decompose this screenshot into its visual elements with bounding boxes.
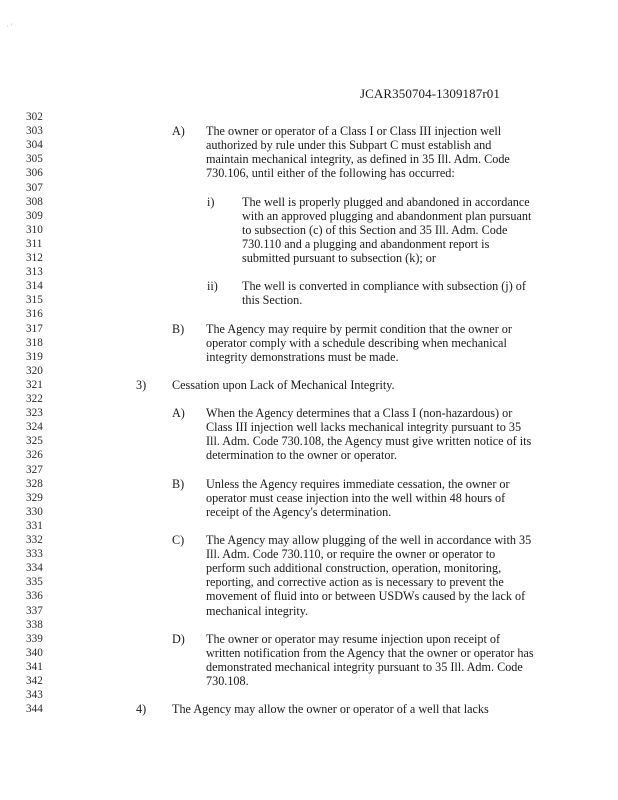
line-number: 331 <box>26 519 43 532</box>
line-number: 344 <box>26 703 43 716</box>
section-4-text: The Agency may allow the owner or operator of a well that lacks <box>172 702 489 717</box>
line-number: 318 <box>26 336 43 349</box>
subsection-a1-text-line: maintain mechanical integrity, as defined in 35 Ill. Adm. Code <box>206 152 510 167</box>
subsection-a1-text-line: authorized by rule under this Subpart C must establish and <box>206 138 492 153</box>
subsection-b2-label: B) <box>172 476 185 491</box>
subsection-a1-label: A) <box>172 124 185 139</box>
subsection-i-text-line: The well is properly plugged and abandoned in accordance <box>242 194 530 209</box>
subsection-a2-text-line: Ill. Adm. Code 730.108, the Agency must give written notice of its <box>206 434 532 449</box>
line-number: 336 <box>26 590 43 603</box>
subsection-b2-text-line: operator must cease injection into the well within 48 hours of <box>206 490 506 505</box>
subsection-i-text-line: submitted pursuant to subsection (k); or <box>242 251 436 265</box>
subsection-a1-text-line: The owner or operator of a Class I or Class III injection well <box>206 124 502 139</box>
scan-artifact: · ′ <box>6 22 13 31</box>
line-number: 321 <box>26 378 43 391</box>
line-number: 304 <box>26 139 43 152</box>
subsection-c2-text-line: perform such additional construction, operation, monitoring, <box>206 561 502 576</box>
line-number: 337 <box>26 604 43 617</box>
line-number: 312 <box>26 252 43 264</box>
line-number: 317 <box>26 322 43 335</box>
subsection-c2-text-line: Ill. Adm. Code 730.110, or require the owner or operator to <box>206 547 496 562</box>
line-number: 314 <box>26 280 43 293</box>
subsection-b2-text-line: Unless the Agency requires immediate cessation, the owner or <box>206 476 510 491</box>
subsection-a2-text-line: Class III injection well lacks mechanical integrity pursuant to 35 <box>206 420 522 435</box>
subsection-i-text-line: with an approved plugging and abandonment plan pursuant <box>242 208 532 223</box>
subsection-c2-text-line: mechanical integrity. <box>206 603 309 618</box>
line-number: 306 <box>26 167 43 180</box>
line-number: 330 <box>26 505 43 518</box>
subsection-ii-label: ii) <box>207 279 218 294</box>
line-number: 332 <box>26 534 43 546</box>
line-number: 329 <box>26 491 43 504</box>
subsection-d2-text-line: demonstrated mechanical integrity pursuant to 35 Ill. Adm. Code <box>206 659 523 674</box>
line-number: 333 <box>26 548 43 561</box>
line-number: 341 <box>26 660 43 673</box>
subsection-a1-text-line: 730.106, until either of the following has occurred: <box>206 166 455 181</box>
subsection-b1-text-line: operator comply with a schedule describing when mechanical <box>206 335 507 350</box>
line-number: 308 <box>26 195 43 208</box>
line-number: 303 <box>26 125 43 138</box>
line-number: 334 <box>26 562 43 575</box>
subsection-i-text-line: to subsection (c) of this Section and 35 Ill. Adm. Code <box>242 222 508 237</box>
subsection-d2-text-line: 730.108. <box>206 674 249 688</box>
subsection-c2-label: C) <box>172 533 185 547</box>
subsection-d2-label: D) <box>172 631 185 646</box>
line-number: 324 <box>26 421 43 434</box>
subsection-b1-label: B) <box>172 321 185 336</box>
subsection-i-text-line: 730.110 and a plugging and abandonment report is <box>242 236 490 251</box>
section-3-label: 3) <box>136 377 147 392</box>
subsection-d2-text-line: The owner or operator may resume injection upon receipt of <box>206 631 501 646</box>
line-number: 326 <box>26 449 43 462</box>
line-number: 322 <box>26 393 43 405</box>
line-number: 320 <box>26 364 43 377</box>
line-number: 313 <box>26 266 43 279</box>
line-number: 339 <box>26 632 43 645</box>
line-number: 327 <box>26 463 43 476</box>
subsection-b2-text-line: receipt of the Agency's determination. <box>206 504 392 519</box>
line-number: 319 <box>26 350 43 363</box>
subsection-b1-text-line: The Agency may require by permit condition that the owner or <box>206 321 512 336</box>
line-number: 328 <box>26 477 43 490</box>
subsection-c2-text-line: The Agency may allow plugging of the well in accordance with 35 <box>206 533 532 547</box>
line-number: 335 <box>26 576 43 589</box>
subsection-a2-text-line: When the Agency determines that a Class I (non-hazardous) or <box>206 406 513 421</box>
subsection-c2-text-line: reporting, and corrective action as is necessary to prevent the <box>206 575 504 590</box>
subsection-b1-text-line: integrity demonstrations must be made. <box>206 349 399 364</box>
line-number: 311 <box>26 237 43 250</box>
line-number: 342 <box>26 675 43 687</box>
section-3-heading: Cessation upon Lack of Mechanical Integrity. <box>172 377 395 392</box>
subsection-ii-text-line: The well is converted in compliance with subsection (j) of <box>242 279 526 294</box>
line-number: 302 <box>26 111 43 123</box>
section-4-label: 4) <box>136 702 147 717</box>
subsection-a2-text-line: determination to the owner or operator. <box>206 448 397 463</box>
subsection-ii-text-line: this Section. <box>242 293 303 308</box>
line-number: 343 <box>26 689 43 702</box>
line-number: 315 <box>26 294 43 307</box>
document-id: JCAR350704-1309187r01 <box>359 86 500 101</box>
line-number: 340 <box>26 646 43 659</box>
line-number: 338 <box>26 618 43 631</box>
subsection-i-label: i) <box>207 194 215 209</box>
line-number: 309 <box>26 209 43 222</box>
subsection-d2-text-line: written notification from the Agency that the owner or operator has <box>206 645 534 660</box>
subsection-c2-text-line: movement of fluid into or between USDWs caused by the lack of <box>206 589 526 604</box>
line-number: 325 <box>26 435 43 448</box>
line-number: 323 <box>26 407 43 420</box>
line-number: 310 <box>26 223 43 236</box>
subsection-a2-label: A) <box>172 406 185 421</box>
line-number: 305 <box>26 153 43 166</box>
line-number: 307 <box>26 181 43 194</box>
line-number: 316 <box>26 308 43 321</box>
